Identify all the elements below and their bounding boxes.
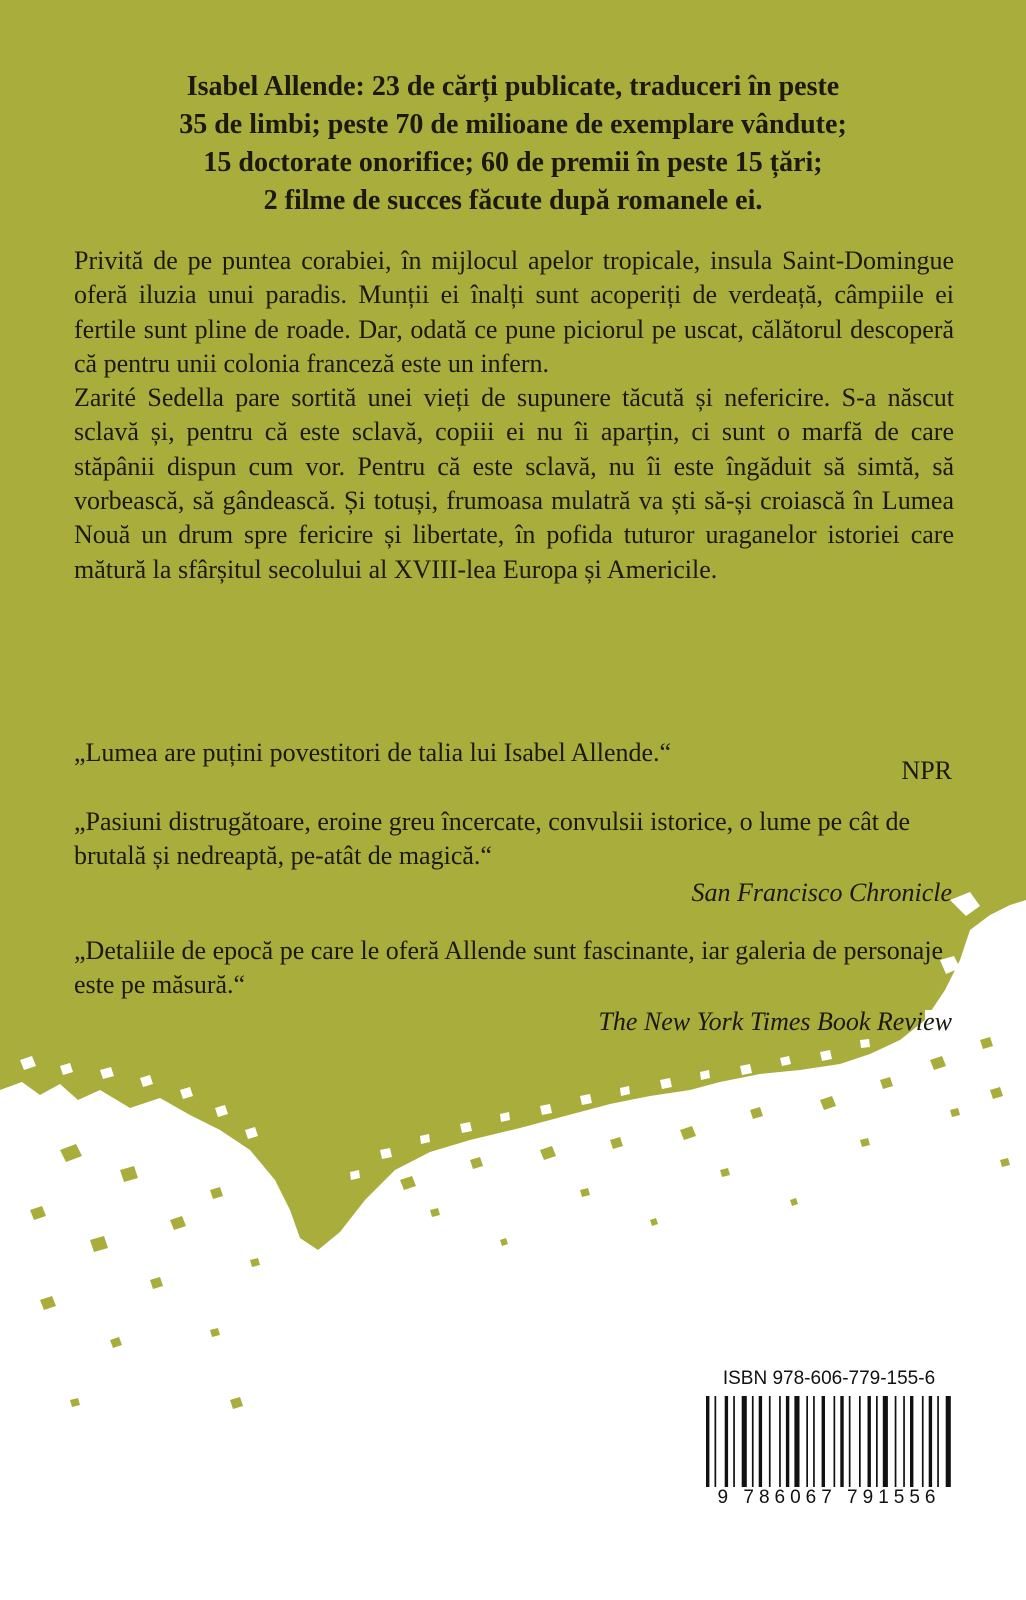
quote-source-nyt-book-review: The New York Times Book Review (598, 1007, 952, 1036)
headline-line: 15 doctorate onorifice; 60 de premii în peste 15 țări; (203, 147, 823, 178)
barcode-digits: 9 786067 791556 (704, 1487, 954, 1509)
isbn-label: ISBN 978-606-779-155-6 (722, 1368, 936, 1389)
quote-source-san-francisco-chronicle: San Francisco Chronicle (691, 878, 952, 907)
quote-npr: „Lumea are puțini povestitori de talia lui Isabel Allende.“ (74, 738, 672, 767)
quote-san-francisco-chronicle: „Pasiuni distrugătoare, eroine greu încercate, convulsii istorice, o lume pe cât de brutală și nedreaptă, pe-atât de magică.“ (74, 807, 911, 870)
author-stats-headline (60, 68, 966, 220)
synopsis-paragraph-1: Privită de pe puntea corabiei, în mijlocul apelor tropicale, insula Saint-Domingue oferă iluzia unui paradis. Munții ei înalți sunt acoperiți de verdeață, câmpiile ei fertile sunt pline de roade. Dar, odată ce pune piciorul pe uscat, călătorul descoperă că pentru unii colonia franceză este un infern. (74, 246, 954, 378)
quote-nyt-book-review: „Detaliile de epocă pe care le oferă Allende sunt fascinante, iar galeria de personaje este pe măsură.“ (74, 936, 944, 999)
synopsis (74, 244, 954, 587)
synopsis-paragraph-2: Zarité Sedella pare sortită unei vieți de supunere tăcută și nefericire. S-a născut sclavă și, pentru că este sclavă, copiii ei nu îi aparțin, ci sunt o marfă de care stăpânii dispun cum vor. Pentru că este sclavă, nu îi este îngăduit să simtă, să vorbească, să gândească. Și totuși, frumoasa mulatră va ști să-și croiască în Lumea Nouă un drum spre fericire și libertate, în pofida tuturor uraganelor istoriei care mătură la sfârșitul secolului al XVIII-lea Europa și Americile. (74, 383, 954, 584)
headline-line: 35 de limbi; peste 70 de milioane de exemplare vândute; (179, 109, 847, 140)
quote-source-npr: NPR (901, 756, 952, 785)
headline-line: 2 filme de succes făcute după romanele ei. (263, 185, 763, 216)
headline-line: Isabel Allende: 23 de cărți publicate, traduceri în peste (186, 71, 840, 102)
